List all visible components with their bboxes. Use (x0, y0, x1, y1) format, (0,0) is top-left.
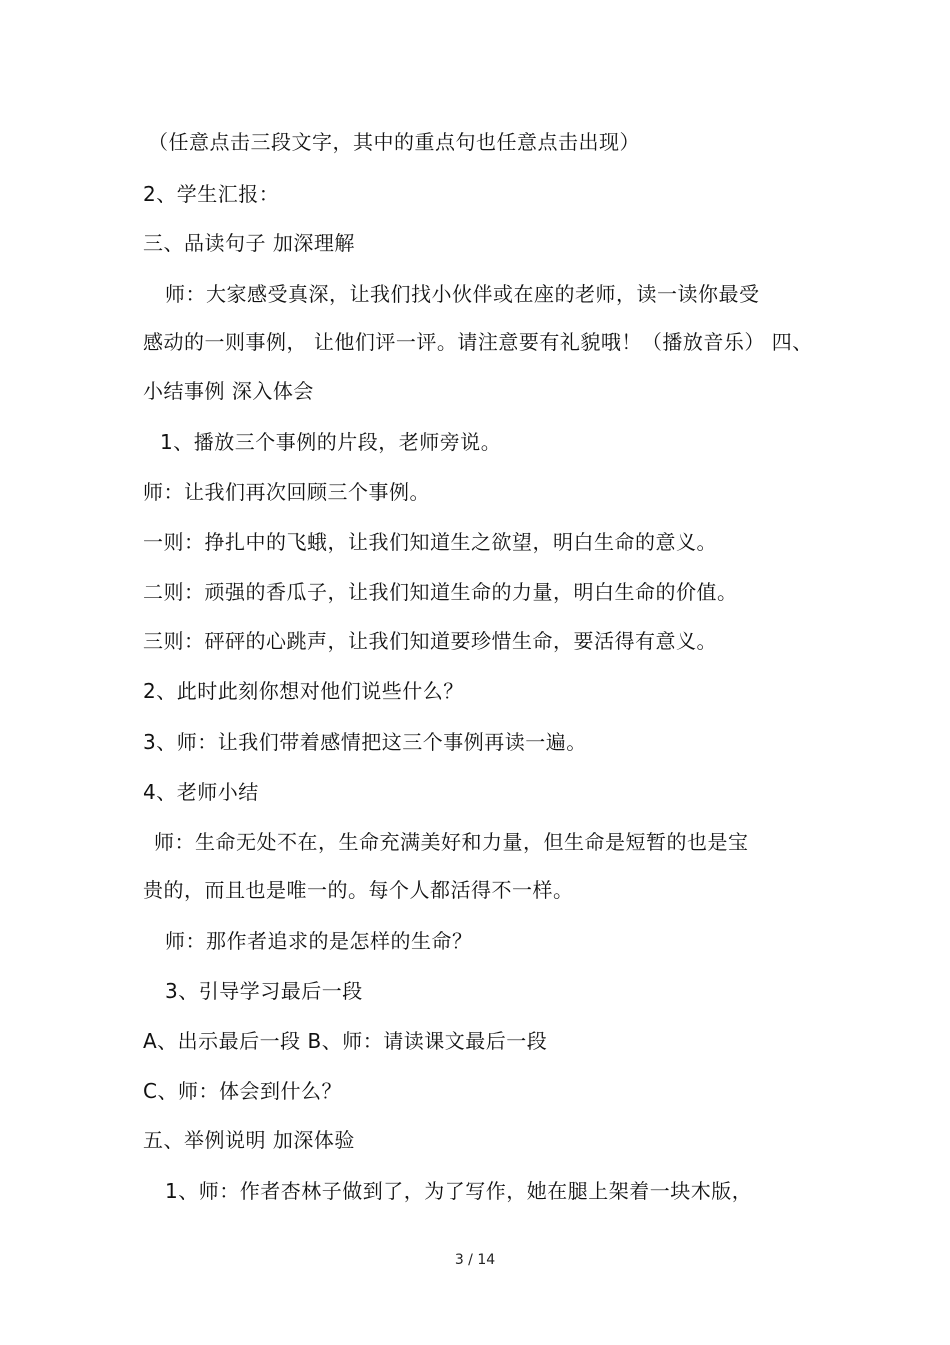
text-line: 1、播放三个事例的片段，老师旁说。 (160, 430, 502, 454)
text-line: 2、学生汇报： (143, 182, 280, 206)
page-number: 3 / 14 (454, 1252, 496, 1268)
text-line: 3、师：让我们带着感情把这三个事例再读一遍。 (143, 730, 587, 754)
section-heading: 三、品读句子 加深理解 (143, 231, 355, 255)
text-line: 师：大家感受真深，让我们找小伙伴或在座的老师，读一读你最受 (165, 282, 760, 306)
text-line: A、出示最后一段 B、师：请读课文最后一段 (143, 1029, 548, 1053)
text-line: 1、师：作者杏林子做到了，为了写作，她在腿上架着一块木版， (165, 1179, 753, 1203)
text-line: 师：生命无处不在，生命充满美好和力量，但生命是短暂的也是宝 (154, 830, 749, 854)
text-line: 2、此时此刻你想对他们说些什么？ (143, 679, 464, 703)
text-line: 贵的，而且也是唯一的。每个人都活得不一样。 (143, 878, 574, 902)
text-line: 二则：顽强的香瓜子，让我们知道生命的力量，明白生命的价值。 (143, 580, 738, 604)
text-line: （任意点击三段文字，其中的重点句也任意点击出现） (148, 130, 640, 154)
text-line: 三则：砰砰的心跳声，让我们知道要珍惜生命，要活得有意义。 (143, 629, 717, 653)
text-line: 4、老师小结 (143, 780, 259, 804)
section-heading: 小结事例 深入体会 (143, 379, 314, 403)
text-line: 师：让我们再次回顾三个事例。 (143, 480, 430, 504)
text-line: 师：那作者追求的是怎样的生命？ (165, 929, 473, 953)
text-line: 感动的一则事例， 让他们评一评。请注意要有礼貌哦！（播放音乐） 四、 (143, 330, 813, 354)
text-line: 一则：挣扎中的飞蛾，让我们知道生之欲望，明白生命的意义。 (143, 530, 717, 554)
text-line: C、师：体会到什么？ (143, 1079, 342, 1103)
text-line: 3、引导学习最后一段 (165, 979, 363, 1003)
section-heading: 五、举例说明 加深体验 (143, 1128, 355, 1152)
